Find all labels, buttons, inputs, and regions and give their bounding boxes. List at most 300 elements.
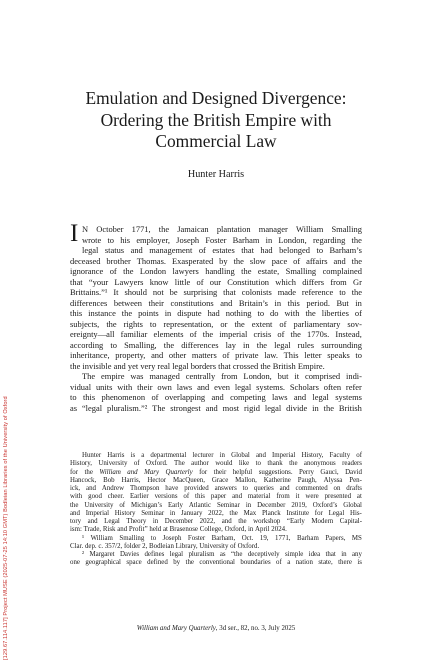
word: the — [260, 360, 271, 371]
word: and — [279, 485, 290, 492]
word: Oxford. — [146, 460, 168, 468]
word: material — [247, 493, 271, 501]
word: 357/2, — [104, 542, 123, 550]
article-title — [70, 88, 362, 153]
word: anonymous — [303, 460, 336, 468]
note-line — [70, 493, 362, 501]
word: employer, — [136, 234, 170, 245]
word: the — [121, 308, 133, 318]
word: period. — [306, 297, 331, 308]
word: divide — [286, 402, 308, 413]
word: Global — [231, 452, 250, 459]
word: this — [287, 297, 300, 308]
word: by — [219, 255, 228, 266]
word: wrote — [82, 234, 102, 245]
word: Bob — [103, 476, 115, 484]
word: and — [255, 452, 266, 459]
word: differences — [181, 339, 219, 350]
word: the — [289, 460, 298, 468]
word: of — [109, 266, 117, 276]
word: a — [287, 559, 291, 567]
note-line — [70, 452, 362, 460]
word: be — [169, 287, 178, 297]
journal-issue: , 3d ser., 82, no. 3, July 2025 — [215, 625, 296, 632]
word: sov- — [347, 318, 362, 329]
word: should — [124, 287, 147, 297]
word: were — [305, 493, 319, 501]
word: the — [351, 234, 362, 245]
word: letter — [304, 350, 322, 360]
word: But — [336, 297, 349, 308]
word: do — [270, 308, 279, 318]
word: to — [150, 534, 157, 542]
word: Jamaican — [177, 224, 209, 234]
word: geographical — [85, 559, 121, 567]
word: and — [221, 518, 232, 525]
word: private — [235, 350, 259, 360]
word: Clar. — [70, 542, 84, 550]
word: the — [305, 308, 316, 318]
word: thank — [267, 460, 283, 468]
word: legal — [169, 551, 184, 558]
word: lay — [225, 339, 236, 350]
word: readers — [342, 460, 362, 468]
word: 2022, — [199, 518, 216, 525]
word: in — [312, 402, 319, 413]
word: real — [157, 360, 171, 371]
word: to — [255, 460, 261, 468]
word: legal — [274, 339, 291, 350]
word: the — [229, 509, 238, 517]
word: in — [164, 308, 172, 318]
word: of — [196, 276, 204, 287]
word: from — [330, 276, 347, 287]
word: legal — [312, 392, 329, 402]
word: Pen- — [349, 476, 362, 484]
word: the — [158, 224, 170, 234]
word: the — [238, 518, 247, 525]
word: William — [90, 534, 113, 542]
word: Library, — [175, 542, 198, 550]
word: Mary — [144, 468, 160, 476]
word: simple — [284, 551, 304, 558]
word: William — [99, 468, 121, 476]
word: Thompson — [129, 485, 160, 492]
body-line — [70, 382, 362, 393]
word: Gr — [353, 276, 362, 287]
word: to — [339, 287, 346, 297]
footnotes — [70, 452, 362, 568]
word: to — [242, 485, 249, 492]
word: and — [87, 518, 98, 525]
word: inheritance, — [70, 350, 110, 360]
word: of — [222, 350, 230, 360]
word: belonged — [279, 245, 310, 255]
word: legal — [234, 381, 252, 392]
word: The — [174, 460, 185, 468]
word: on — [333, 485, 341, 492]
note-line — [70, 551, 362, 559]
word: units — [95, 381, 113, 392]
word: made — [277, 287, 296, 297]
word: to — [355, 350, 362, 360]
word: to — [257, 308, 265, 318]
word: Britain’s — [238, 297, 268, 308]
title-line: Commercial Law — [155, 131, 277, 151]
drop-cap: I — [70, 220, 79, 247]
word: to — [70, 392, 77, 402]
word: the — [70, 501, 79, 509]
word: estate, — [257, 266, 280, 276]
article-body — [70, 220, 362, 413]
word: Grace — [211, 476, 229, 484]
word: Barham — [297, 534, 319, 542]
word: in — [243, 339, 250, 350]
word: College, — [199, 526, 223, 534]
word: but — [277, 371, 289, 381]
word: and — [232, 493, 243, 501]
word: provided — [184, 485, 209, 492]
word: ereignty—all — [70, 329, 115, 339]
word: law. — [264, 350, 278, 360]
note-line — [70, 526, 362, 534]
word: and — [151, 350, 164, 360]
word: 2024. — [271, 526, 287, 534]
word: centrally — [185, 371, 216, 381]
word: drafts — [346, 485, 362, 492]
word: queries — [253, 485, 274, 492]
word: the — [323, 402, 334, 413]
word: with — [70, 493, 83, 501]
word: Max — [243, 509, 257, 517]
word: 1770s. — [306, 329, 330, 339]
word: and — [197, 381, 210, 392]
word: cheer. — [107, 493, 125, 501]
word: laws — [176, 381, 193, 392]
word: status — [104, 245, 125, 255]
body-line — [70, 340, 362, 351]
word: their — [137, 381, 153, 392]
word: Perry — [299, 468, 314, 476]
word: crossed — [232, 360, 259, 371]
word: of — [354, 308, 362, 318]
word: any — [351, 551, 362, 558]
word: Seminar — [216, 501, 240, 509]
word: and — [211, 392, 224, 402]
word: had — [207, 308, 220, 318]
word: Hector — [147, 476, 167, 484]
word: University — [199, 542, 229, 550]
word: Oxford, — [224, 526, 247, 534]
word: points — [138, 308, 159, 318]
word: It — [113, 287, 119, 297]
word: David — [345, 468, 362, 476]
word: or — [220, 318, 228, 329]
word: his — [120, 234, 131, 245]
word: with — [117, 381, 133, 392]
word: His- — [349, 509, 362, 517]
word: in — [355, 297, 362, 308]
word: competing — [230, 392, 266, 402]
word: laws — [272, 392, 288, 402]
word: 2019, — [291, 501, 307, 509]
word: at — [356, 493, 362, 501]
journal-name: William and Mary Quarterly — [136, 625, 216, 632]
word: Global — [343, 501, 362, 509]
word: author — [191, 460, 209, 468]
word: Barham, — [211, 534, 236, 542]
word: speaks — [327, 350, 350, 360]
word: Seminar — [141, 509, 165, 517]
word: for — [199, 468, 208, 476]
word: manager — [258, 224, 288, 234]
word: in — [265, 234, 273, 245]
word: it — [294, 371, 300, 381]
word: and — [130, 245, 143, 255]
word: ism: — [70, 526, 82, 534]
word: April — [255, 526, 270, 534]
note-line — [70, 477, 362, 485]
word: brother — [106, 255, 131, 266]
word: surrounding — [321, 339, 362, 350]
word: borders — [190, 360, 217, 371]
word: Legal — [104, 518, 120, 525]
word: to — [316, 245, 324, 255]
note-line — [70, 543, 362, 551]
word: Trade, — [83, 526, 102, 534]
word: to — [107, 234, 115, 245]
word: from — [276, 493, 290, 501]
word: parliamentary — [293, 318, 341, 329]
word: as — [70, 402, 78, 413]
word: and — [70, 509, 80, 517]
word: Constitution — [227, 276, 270, 287]
word: commented — [295, 485, 328, 492]
word: in — [219, 452, 225, 459]
word: in — [169, 509, 176, 517]
word: in — [274, 297, 282, 308]
word: complained — [322, 266, 362, 276]
word: liberties — [321, 308, 349, 318]
word: differs — [302, 276, 325, 287]
word: workshop — [253, 518, 281, 525]
word: Katherine — [263, 476, 291, 484]
word: defined — [147, 559, 168, 567]
word: suggestions. — [258, 468, 293, 476]
word: at — [162, 526, 168, 534]
word: and — [86, 485, 96, 492]
word: of — [277, 329, 285, 339]
word: the — [202, 329, 214, 339]
body-line — [70, 277, 362, 288]
word: Barham’s — [329, 245, 362, 255]
word: the — [163, 339, 175, 350]
note-line — [70, 510, 362, 518]
word: state, — [318, 559, 333, 567]
word: representation, — [163, 318, 214, 329]
note-line — [70, 469, 362, 477]
word: of — [356, 452, 362, 459]
word: University — [98, 460, 128, 468]
word: Joseph — [176, 234, 200, 245]
word: there — [338, 559, 352, 567]
word: 1771, — [131, 224, 151, 234]
word: elements — [153, 329, 184, 339]
word: Capital- — [339, 518, 362, 525]
word: legal — [264, 402, 282, 413]
word: January — [181, 509, 203, 517]
word: December — [164, 518, 194, 525]
word: Planck — [261, 509, 281, 517]
word: of — [293, 255, 301, 266]
word: that — [325, 551, 336, 558]
note-line — [70, 502, 362, 510]
word: helpful — [232, 468, 253, 476]
word: ¹ — [82, 534, 85, 542]
word: Faculty — [329, 452, 351, 459]
word: “Early — [286, 518, 305, 525]
word: their — [213, 468, 227, 476]
word: empire — [101, 371, 125, 381]
word: constitutions — [170, 297, 214, 308]
word: not — [152, 287, 164, 297]
word: Scholars — [289, 381, 319, 392]
word: even — [214, 381, 231, 392]
word: and — [127, 468, 138, 476]
word: estates — [212, 245, 235, 255]
word: strongest — [170, 402, 201, 413]
word: History — [114, 509, 136, 517]
word: folder — [123, 542, 141, 550]
note-line — [70, 460, 362, 468]
word: overlapping — [164, 392, 206, 402]
word: Papers, — [325, 534, 346, 542]
word: between — [113, 297, 142, 308]
word: this — [195, 493, 205, 501]
word: of — [230, 542, 236, 550]
word: The — [152, 402, 166, 413]
word: of — [279, 318, 287, 329]
word: History, — [70, 460, 92, 468]
word: to — [149, 318, 157, 329]
word: departmental — [150, 452, 187, 459]
word: as — [219, 551, 226, 558]
word: Modern — [311, 518, 334, 525]
word: invisible — [82, 360, 112, 371]
word: that — [218, 360, 231, 371]
word: Oxford’s — [312, 501, 338, 509]
word: in — [247, 526, 254, 534]
word: nothing — [225, 308, 252, 318]
word: rights — [123, 318, 143, 329]
title-line: Ordering the British Empire with — [100, 109, 332, 130]
word: the — [123, 266, 134, 276]
word: Imperial — [85, 509, 110, 517]
word: Earlier — [129, 493, 149, 501]
body-line — [70, 287, 362, 298]
word: reference — [301, 287, 334, 297]
word: colonists — [241, 287, 272, 297]
word: presented — [324, 493, 352, 501]
word: “the — [230, 551, 243, 558]
word: their — [148, 297, 164, 308]
word: of — [151, 392, 159, 402]
word: Thomas. — [136, 255, 167, 266]
word: crisis — [253, 329, 272, 339]
word: MacQueen, — [172, 476, 205, 484]
word: dispute — [177, 308, 202, 318]
word: phenomenon — [101, 392, 146, 402]
word: Smalling — [285, 266, 317, 276]
word: handling — [205, 266, 235, 276]
word: Davies — [119, 551, 140, 558]
word: Risk — [102, 526, 116, 534]
word: pluralism.”² — [107, 402, 148, 413]
word: Quarterly — [165, 468, 193, 476]
word: “your — [88, 276, 109, 287]
word: the — [70, 360, 81, 371]
word: subjects, — [70, 318, 100, 329]
word: This — [283, 350, 299, 360]
word: of — [276, 559, 282, 567]
word: deceptively — [247, 551, 280, 558]
word: Hunter — [82, 452, 102, 459]
word: held — [149, 526, 162, 534]
word: the — [234, 318, 245, 329]
body-line — [70, 298, 362, 309]
word: that — [70, 276, 83, 287]
note-line — [70, 485, 362, 493]
journal-footer — [70, 625, 362, 632]
word: Smalling — [331, 224, 362, 234]
word: extent — [251, 318, 273, 329]
word: vidual — [70, 381, 92, 392]
word: management — [149, 245, 193, 255]
word: Michigan’s — [131, 501, 163, 509]
word: Gauci, — [320, 468, 339, 476]
body-line — [70, 350, 362, 361]
word: Lawyers — [114, 276, 144, 287]
body-line — [70, 256, 362, 267]
word: for — [70, 468, 79, 476]
word: in — [152, 518, 159, 525]
word: 1771, — [275, 534, 291, 542]
word: often — [323, 381, 342, 392]
word: Institute — [286, 509, 310, 517]
word: of — [198, 245, 206, 255]
word: Oct. — [241, 534, 254, 542]
word: from — [221, 371, 238, 381]
word: had — [260, 245, 273, 255]
word: the — [256, 339, 268, 350]
word: according — [70, 339, 104, 350]
word: refer — [345, 381, 362, 392]
word: of — [183, 493, 190, 501]
word: December — [257, 501, 286, 509]
word: very — [140, 360, 156, 371]
word: matters — [191, 350, 217, 360]
word: systems. — [256, 381, 285, 392]
word: in — [341, 551, 347, 558]
word: London — [139, 266, 167, 276]
word: own — [157, 381, 172, 392]
word: indi- — [346, 371, 362, 381]
word: Harris, — [121, 476, 141, 484]
word: London, — [243, 371, 272, 381]
word: Foster — [205, 234, 227, 245]
word: lecturer — [192, 452, 214, 459]
word: pace — [271, 255, 288, 266]
